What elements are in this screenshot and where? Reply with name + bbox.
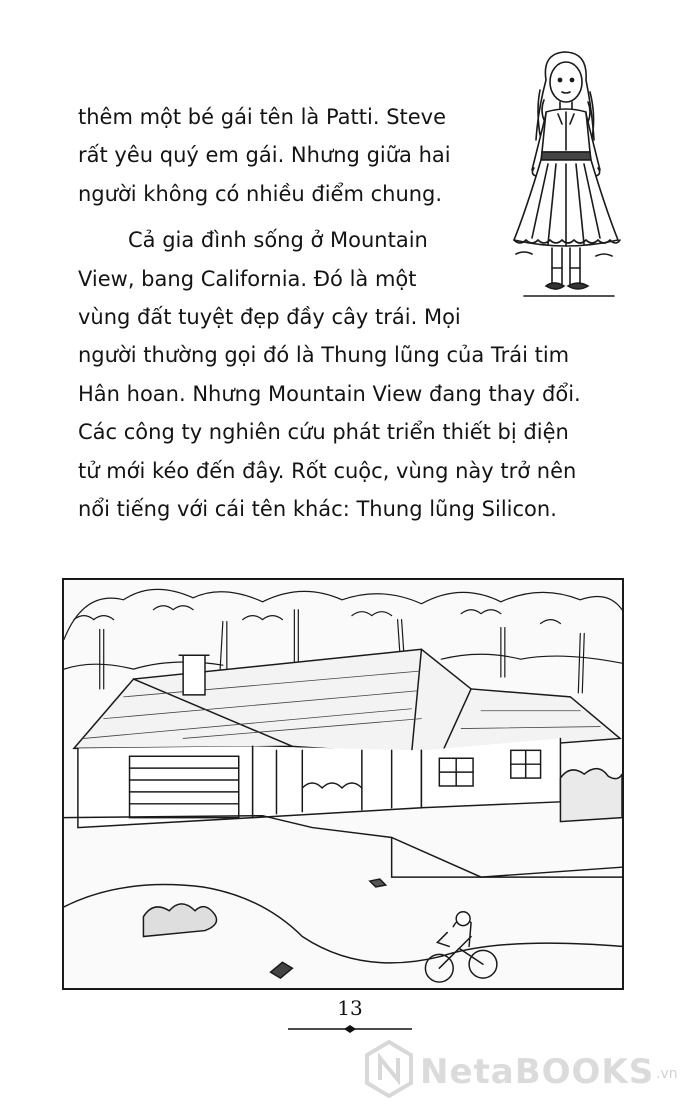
girl-illustration xyxy=(496,40,636,310)
page-number-rule xyxy=(288,1025,412,1033)
watermark-tld: .vn xyxy=(656,1066,678,1082)
text-line: thêm một bé gái tên là Patti. Steve xyxy=(78,105,447,129)
netabooks-logo-icon xyxy=(364,1040,414,1098)
text-line: Hân hoan. Nhưng Mountain View đang thay đổi. xyxy=(78,381,581,406)
text-line: rất yêu quý em gái. Nhưng giữa hai xyxy=(78,143,451,168)
text-line: vùng đất tuyệt đẹp đầy cây trái. Mọi xyxy=(78,305,461,330)
text-line: Các công ty nghiên cứu phát triển thiết bị điện xyxy=(78,420,569,445)
text-line: người không có nhiều điểm chung. xyxy=(78,181,443,206)
page-number: 13 xyxy=(337,996,363,1020)
text-line: View, bang California. Đó là một xyxy=(78,266,417,291)
house-illustration xyxy=(62,578,624,990)
watermark-brand: NetaBOOKS xyxy=(420,1052,655,1092)
text-line: người thường gọi đó là Thung lũng của Trái tim xyxy=(78,343,570,368)
watermark xyxy=(360,1040,690,1100)
text-line: Cả gia đình sống ở Mountain xyxy=(128,228,428,253)
text-line: nổi tiếng với cái tên khác: Thung lũng Silicon. xyxy=(78,497,557,522)
text-line: tử mới kéo đến đây. Rốt cuộc, vùng này trở nên xyxy=(78,458,577,483)
